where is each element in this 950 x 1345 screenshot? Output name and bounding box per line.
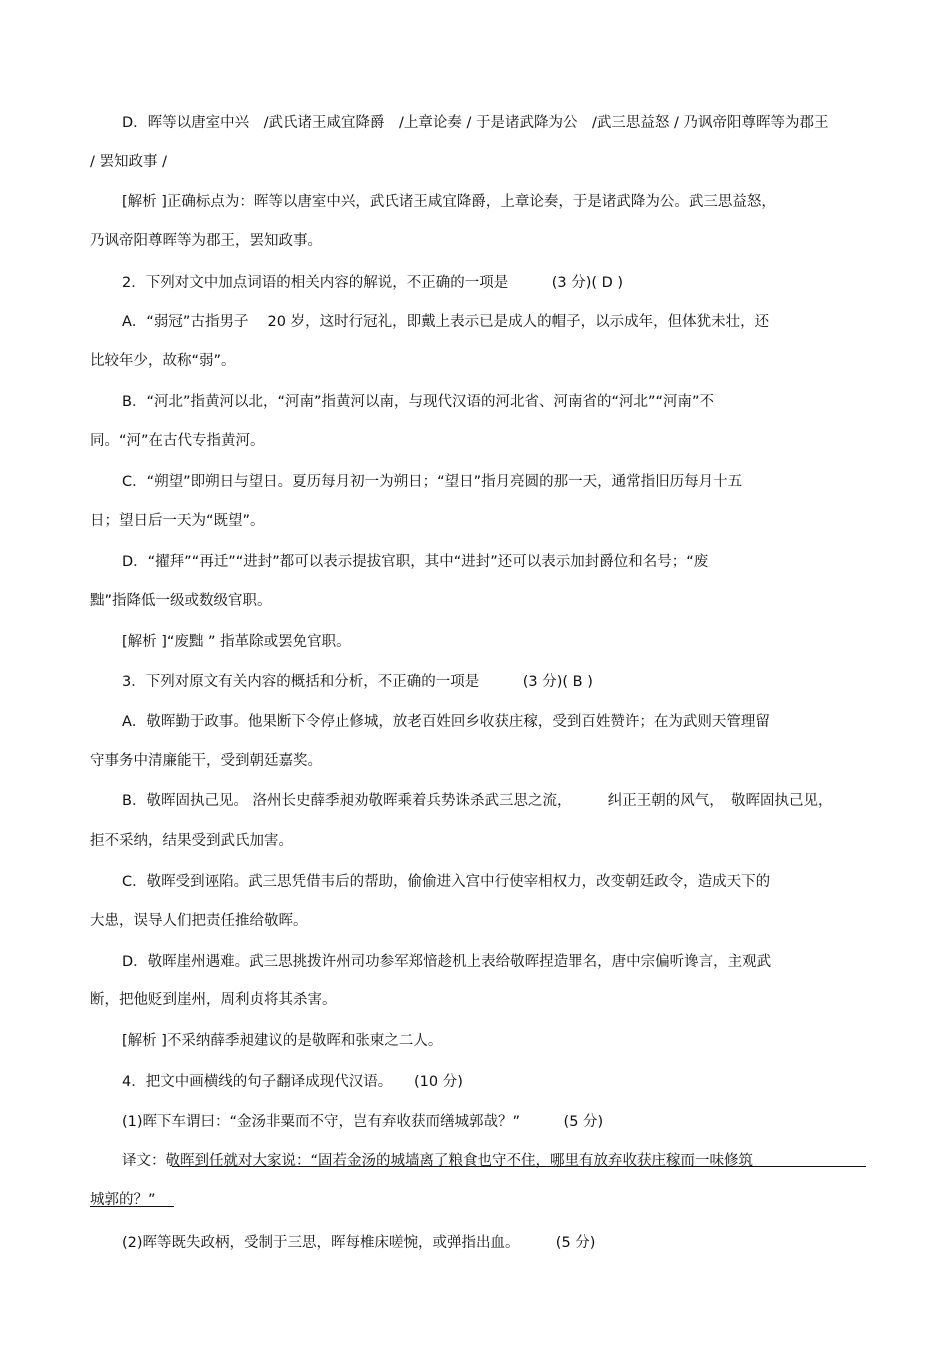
q3-option-b-cont: 拒不采纳，结果受到武氏加害。 <box>90 833 293 849</box>
analysis-1: [解析 ]正确标点为：晖等以唐室中兴，武氏诸王咸宜降爵，上章论奏，于是诸武降为公。武三思益怒， <box>122 194 776 210</box>
translation-underline-cont <box>90 1206 174 1207</box>
q2-option-d: D．“擢拜”“再迁”“进封”都可以表示提拔官职，其中“进封”还可以表示加封爵位和名号；“废 <box>122 554 709 570</box>
question-3: 3．下列对原文有关内容的概括和分析，不正确的一项是 (3 分)( B ) <box>122 674 593 690</box>
q2-option-b: B．“河北”指黄河以北，“河南”指黄河以南，与现代汉语的河北省、河南省的“河北”“河南”不 <box>122 394 715 410</box>
question-4: 4．把文中画横线的句子翻译成现代汉语。 (10 分) <box>122 1074 463 1090</box>
q3-option-d: D．敬晖崖州遇难。武三思挑拨许州司功参军郑愔趁机上表给敬晖捏造罪名，唐中宗偏听谗言，主观武 <box>122 954 772 970</box>
option-d-punctuation: D．晖等以唐室中兴 /武氏诸王咸宜降爵 /上章论奏 / 于是诸武降为公 /武三思益怒 / 乃讽帝阳尊晖等为郡王 <box>122 115 829 131</box>
q2-option-c: C．“朔望”即朔日与望日。夏历每月初一为朔日；“望日”指月亮圆的那一天，通常指旧历每月十五 <box>122 474 743 490</box>
analysis-3: [解析 ]不采纳薛季昶建议的是敬晖和张柬之二人。 <box>122 1033 443 1049</box>
option-d-punctuation-cont: / 罢知政事 / <box>90 154 167 170</box>
q3-option-c-cont: 大患，误导人们把责任推给敬晖。 <box>90 913 308 929</box>
analysis-2: [解析 ]“废黜 ” 指革除或罢免官职。 <box>122 634 351 650</box>
q3-option-d-cont: 断，把他贬到崖州，周利贞将其杀害。 <box>90 992 337 1008</box>
q4-sentence-2: (2)晖等既失政柄，受制于三思，晖每椎床嗟惋，或弹指出血。 (5 分) <box>122 1235 596 1251</box>
q3-option-a: A．敬晖勤于政事。他果断下令停止修城，放老百姓回乡收获庄稼，受到百姓赞许；在为武则天管理留 <box>122 714 770 730</box>
analysis-1-cont: 乃讽帝阳尊晖等为郡王，罢知政事。 <box>90 233 322 249</box>
q3-option-b: B．敬晖固执己见。 洛州长史薛季昶劝敬晖乘着兵势诛杀武三思之流， 纠正王朝的风气， 敬晖固执己见， <box>122 793 833 809</box>
q2-option-d-cont: 黜”指降低一级或数级官职。 <box>90 593 272 609</box>
q2-option-c-cont: 日；望日后一天为“既望”。 <box>90 513 265 529</box>
q3-option-a-cont: 守事务中清廉能干，受到朝廷嘉奖。 <box>90 753 322 769</box>
q2-option-b-cont: 同。“河”在古代专指黄河。 <box>90 433 265 449</box>
q4-sentence-1: (1)晖下车谓曰：“金汤非粟而不守，岂有弃收获而缮城郭哉？” (5 分) <box>122 1114 604 1130</box>
q3-option-c: C．敬晖受到诬陷。武三思凭借韦后的帮助，偷偷进入宫中行使宰相权力，改变朝廷政令，造成天下的 <box>122 874 771 890</box>
question-2: 2．下列对文中加点词语的相关内容的解说，不正确的一项是 (3 分)( D ) <box>122 275 624 291</box>
q2-option-a-cont: 比较年少，故称“弱”。 <box>90 353 236 369</box>
q4-translation-1: 译文：敬晖到任就对大家说：“固若金汤的城墙离了粮食也守不住，哪里有放弃收获庄稼而一味修筑 <box>122 1153 754 1169</box>
q2-option-a: A．“弱冠”古指男子 20 岁，这时行冠礼，即戴上表示已是成人的帽子，以示成年，但体犹未壮，还 <box>122 314 770 330</box>
q4-translation-1-cont: 城郭的？” <box>90 1192 156 1208</box>
translation-underline <box>172 1166 866 1167</box>
